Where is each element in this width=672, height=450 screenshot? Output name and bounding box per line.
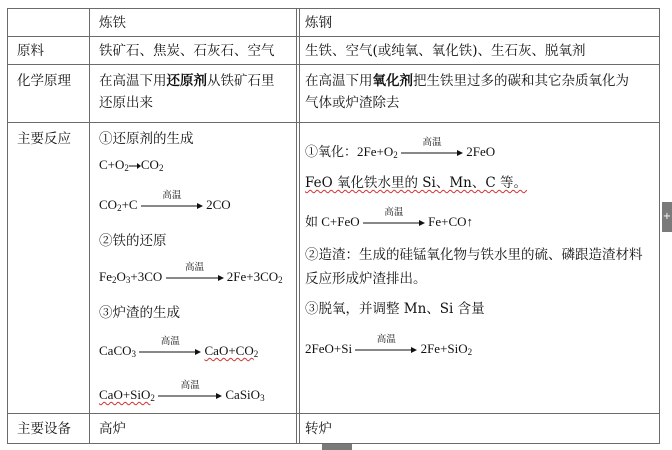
eq2-right: 2CO [206,197,231,212]
eq3-right: 2Fe+3CO [226,269,279,284]
s1-right: 2FeO [466,144,496,159]
eq3-sub1: 2 [112,275,117,285]
eq4-left: CaCO [99,343,132,358]
steel-eq-3 [305,207,474,230]
principle-iron-line2: 还原出来 [99,95,153,111]
iron-eq-5 [99,380,265,403]
raw-iron: 铁矿石、焦炭、石灰石、空气 [99,43,275,59]
eq5-left-sub: 2 [150,393,155,403]
arrow-icon [141,190,203,210]
principle-steel-line2: 气体或炉渣除去 [305,95,400,111]
arrow-icon [355,334,417,354]
arrow-icon [166,262,224,282]
header-iron: 炼铁 [99,15,126,31]
s1-sub: 2 [393,150,398,160]
row-label-reactions: 主要反应 [17,131,71,147]
equipment-iron: 高炉 [99,421,126,437]
equipment-steel: 转炉 [305,421,332,437]
s6-left: 2FeO+Si [305,341,353,356]
row-label-equipment: 主要设备 [17,421,71,437]
steel-line-4a: ②造渣：生成的硅锰氧化物与铁水里的硫、磷跟造渣材料 [305,247,643,263]
s6-right: 2Fe+SiO [420,341,468,356]
steel-eq-6 [305,334,473,357]
steel-line-5: ③脱氧，并调整 Mn、Si 含量 [305,301,485,317]
s6-right-sub: 2 [467,347,473,357]
s1-condition: 高温 [422,137,442,149]
principle-steel-pre: 在高温下用 [305,73,373,89]
eq3-left2: +3CO [130,269,163,284]
principle-steel-bold: 氧化剂 [372,73,413,89]
arrow-icon [129,162,141,170]
row-divider [8,122,659,123]
steel-line-2 [305,173,527,193]
bottom-resize-handle[interactable] [322,444,352,450]
eq4-condition: 高温 [160,336,180,348]
col-divider [89,9,90,443]
principle-iron-pre: 在高温下用 [99,73,167,89]
iron-heading-3: ③炉渣的生成 [99,305,180,321]
iron-heading-2: ②铁的还原 [99,233,167,249]
eq2-left2: +C [121,197,138,212]
raw-steel: 生铁、空气(或纯氧、氧化铁)、生石灰、脱氧剂 [305,43,586,59]
row-label-raw: 原料 [17,43,44,59]
eq2-condition: 高温 [162,190,182,202]
eq2-left-sub: 2 [117,203,122,213]
eq5-right: CaSiO [225,387,261,402]
eq4-right: CaO+CO [204,343,254,358]
steel-eq-1 [305,137,496,160]
eq5-condition: 高温 [180,380,200,392]
eq1-right: CO [140,157,159,172]
row-divider [8,413,659,414]
comparison-table [7,8,660,444]
eq3-sub2: 3 [125,275,131,285]
principle-iron-bold: 还原剂 [166,73,207,89]
header-steel: 炼钢 [305,15,332,31]
side-resize-handle[interactable]: + [662,202,672,232]
row-label-principle: 化学原理 [17,73,71,89]
s3-pre: 如 C+FeO [305,214,360,229]
eq4-right-sub: 2 [253,349,259,359]
principle-iron-post: 从铁矿石里 [207,73,275,89]
iron-eq-1 [99,157,163,173]
arrow-icon [363,207,425,227]
s6-condition: 高温 [376,334,396,346]
gas-up-arrow-icon: ↑ [466,214,474,229]
eq3-left: Fe [99,269,112,284]
eq2-left: CO [99,197,118,212]
col-divider [299,9,300,443]
iron-heading-1: ①还原剂的生成 [99,131,194,147]
s2-text: FeO 氧化铁水里的 Si、Mn、C 等。 [305,175,527,191]
steel-line-4b: 反应形成炉渣排出。 [305,271,427,287]
eq1-left: C+O [99,157,125,172]
eq4-left-sub: 3 [131,349,136,359]
row-divider [8,36,659,37]
row-divider [8,64,659,65]
s1-pre: ①氧化：2Fe+O [305,144,394,159]
principle-iron-line1 [99,71,275,91]
s3-right: Fe+CO [428,214,467,229]
iron-eq-2 [99,190,231,213]
arrow-icon [139,336,201,356]
eq5-left: CaO+SiO [99,387,151,402]
eq3-o: O [116,269,126,284]
eq3-condition: 高温 [185,262,205,274]
arrow-icon [158,380,222,400]
iron-eq-4 [99,336,259,359]
col-divider [296,9,297,443]
eq3-right-sub: 2 [278,275,283,285]
arrow-icon [401,137,463,157]
s3-condition: 高温 [384,207,404,219]
eq1-right-sub: 2 [158,163,164,173]
eq1-left-sub: 2 [124,163,129,173]
principle-steel-post: 把生铁里过多的碳和其它杂质氧化为 [413,73,629,89]
principle-steel-line1 [305,71,629,91]
iron-eq-3 [99,262,283,285]
eq5-right-sub: 3 [260,393,265,403]
